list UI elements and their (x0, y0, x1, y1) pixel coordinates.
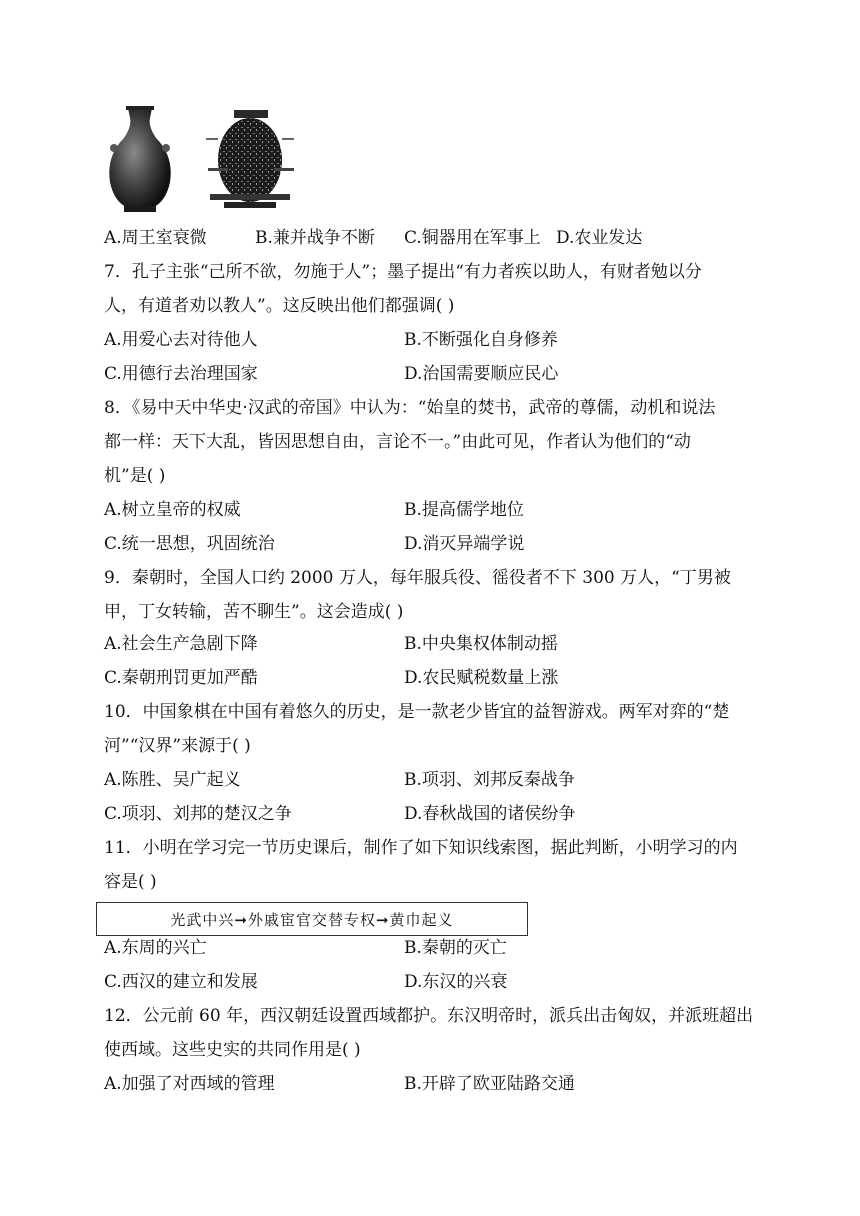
q7-option-d: D.治国需要顺应民心 (404, 364, 559, 384)
q7-stem-line2: 人，有道者劝以教人”。这反映出他们都强调( ) (104, 296, 455, 316)
bronze-vessel-image (100, 104, 180, 214)
q7-option-c: C.用德行去治理国家 (104, 364, 258, 384)
q7-stem-line1: 7．孔子主张“己所不欲，勿施于人”；墨子提出“有力者疾以助人，有财者勉以分 (104, 262, 702, 282)
q9-stem-line1: 9．秦朝时，全国人口约 2000 万人，每年服兵役、徭役者不下 300 万人，“丁男被 (104, 568, 731, 588)
q9-option-c: C.秦朝刑罚更加严酷 (104, 668, 258, 688)
q11-option-b: B.秦朝的灭亡 (404, 938, 507, 958)
q11-stem-line1: 11．小明在学习完一节历史课后，制作了如下知识线索图，据此判断，小明学习的内 (104, 838, 738, 858)
q9-option-a: A.社会生产急剧下降 (104, 634, 258, 654)
q11-stem-line2: 容是( ) (104, 872, 157, 892)
q11-clue-text: 光武中兴➞外戚宦官交替专权➞黄巾起义 (170, 911, 454, 929)
q12-option-b: B.开辟了欧亚陆路交通 (404, 1074, 575, 1094)
q8-option-c: C.统一思想，巩固统治 (104, 534, 275, 554)
q9-stem-line2: 甲，丁女转输，苦不聊生”。这会造成( ) (104, 602, 404, 622)
q11-option-a: A.东周的兴亡 (104, 938, 207, 958)
q8-option-d: D.消灭异端学说 (404, 534, 525, 554)
q7-option-b: B.不断强化自身修养 (404, 330, 558, 350)
q8-option-b: B.提高儒学地位 (404, 500, 524, 520)
q10-option-b: B.项羽、刘邦反秦战争 (404, 770, 575, 790)
q6-option-b: B.兼并战争不断 (255, 228, 375, 248)
q8-stem-line2: 都一样：天下大乱，皆因思想自由，言论不一。”由此可见，作者认为他们的“动 (104, 432, 691, 452)
q8-option-a: A.树立皇帝的权威 (104, 500, 241, 520)
q8-stem-line1: 8．《易中天中华史·汉武的帝国》中认为：“始皇的焚书，武帝的尊儒，动机和说法 (104, 398, 716, 418)
q11-option-c: C.西汉的建立和发展 (104, 972, 258, 992)
q12-stem-line2: 使西域。这些史实的共同作用是( ) (104, 1040, 361, 1060)
q10-option-d: D.春秋战国的诸侯纷争 (404, 804, 576, 824)
q10-stem-line2: 河”“汉界”来源于( ) (104, 736, 251, 756)
q10-option-a: A.陈胜、吴广起义 (104, 770, 241, 790)
q12-stem-line1: 12．公元前 60 年，西汉朝廷设置西域都护。东汉明帝时，派兵出击匈奴，并派班超出 (104, 1006, 754, 1026)
q12-option-a: A.加强了对西域的管理 (104, 1074, 275, 1094)
q10-stem-line1: 10．中国象棋在中国有着悠久的历史，是一款老少皆宜的益智游戏。两军对弈的“楚 (104, 702, 730, 722)
q9-option-d: D.农民赋税数量上涨 (404, 668, 559, 688)
q6-option-c: C.铜器用在军事上 (404, 228, 541, 248)
q10-option-c: C.项羽、刘邦的楚汉之争 (104, 804, 292, 824)
bronze-vessel-inscription-image (204, 108, 296, 212)
q7-option-a: A.用爱心去对待他人 (104, 330, 258, 350)
q8-stem-line3: 机”是( ) (104, 466, 166, 486)
q6-option-d: D.农业发达 (556, 228, 643, 248)
q9-option-b: B.中央集权体制动摇 (404, 634, 558, 654)
q11-clue-box (96, 902, 528, 936)
q6-option-a: A.周王室衰微 (104, 228, 207, 248)
q11-option-d: D.东汉的兴衰 (404, 972, 508, 992)
